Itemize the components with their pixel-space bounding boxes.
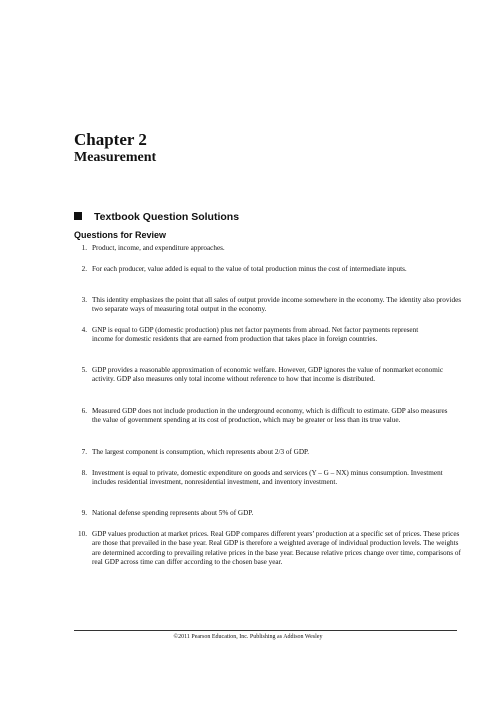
question-item-6 <box>74 407 464 426</box>
chapter-subtitle: Measurement <box>74 150 157 165</box>
question-number: 1. <box>81 244 87 252</box>
question-number: 2. <box>81 265 87 273</box>
question-answer: For each producer, value added is equal to the value of total production minus the cost of intermediate inputs. <box>92 265 407 273</box>
footer-divider <box>74 630 457 631</box>
section-title: Textbook Question Solutions <box>94 211 240 223</box>
question-answer: Measured GDP does not include production in the underground economy, which is difficult to estimate. GDP also measures the value of government spending at its cost of production, which may be greater or less than its true value. <box>92 407 448 425</box>
question-number: 6. <box>81 407 87 415</box>
question-answer: National defense spending represents about 5% of GDP. <box>92 509 254 517</box>
square-bullet-icon <box>74 212 82 220</box>
question-number: 7. <box>81 448 87 456</box>
question-answer: GDP values production at market prices. Real GDP compares different years’ production at a specific set of prices. These prices are those that prevailed in the base year. Real GDP is therefore a weighted average of individual production levels. The weights are determined according to prevailing relative prices in the base year. Because relative prices change over time, comparisons of real GDP across time can differ according to the chosen base year. <box>92 530 461 566</box>
chapter-title: Chapter 2 <box>74 130 147 149</box>
question-item-1 <box>74 244 464 253</box>
question-item-7 <box>74 448 464 457</box>
section-heading <box>74 211 239 223</box>
question-number: 10. <box>78 530 87 538</box>
question-number: 3. <box>81 296 87 304</box>
question-item-2 <box>74 265 464 274</box>
question-answer: GDP provides a reasonable approximation of economic welfare. However, GDP ignores the value of nonmarket economic activity. GDP also measures only total income without reference to how that income is distributed. <box>92 366 444 384</box>
question-item-9 <box>74 509 464 518</box>
question-answer: GNP is equal to GDP (domestic production) plus net factor payments from abroad. Net factor payments represent income for domestic residents that are earned from production that takes place in foreign countries. <box>92 326 419 344</box>
question-item-4 <box>74 326 464 345</box>
question-number: 5. <box>81 366 87 374</box>
question-answer: Investment is equal to private, domestic expenditure on goods and services (Y – G – NX) minus consumption. Investment includes residential investment, nonresidential investment, and inventory investment. <box>92 469 443 487</box>
question-item-8 <box>74 469 464 488</box>
question-answer: The largest component is consumption, which represents about 2/3 of GDP. <box>92 448 310 456</box>
page-footer: ©2011 Pearson Education, Inc. Publishing as Addison Wesley <box>173 634 323 640</box>
question-answer: This identity emphasizes the point that all sales of output provide income somewhere in the economy. The identity also provides two separate ways of measuring total output in the economy. <box>92 296 462 314</box>
question-answer: Product, income, and expenditure approaches. <box>92 244 225 252</box>
question-number: 4. <box>81 326 87 334</box>
subsection-heading: Questions for Review <box>74 230 167 240</box>
question-item-5 <box>74 366 464 385</box>
question-number: 8. <box>81 469 87 477</box>
question-item-3 <box>74 296 464 315</box>
question-item-10 <box>74 530 464 567</box>
question-number: 9. <box>81 509 87 517</box>
